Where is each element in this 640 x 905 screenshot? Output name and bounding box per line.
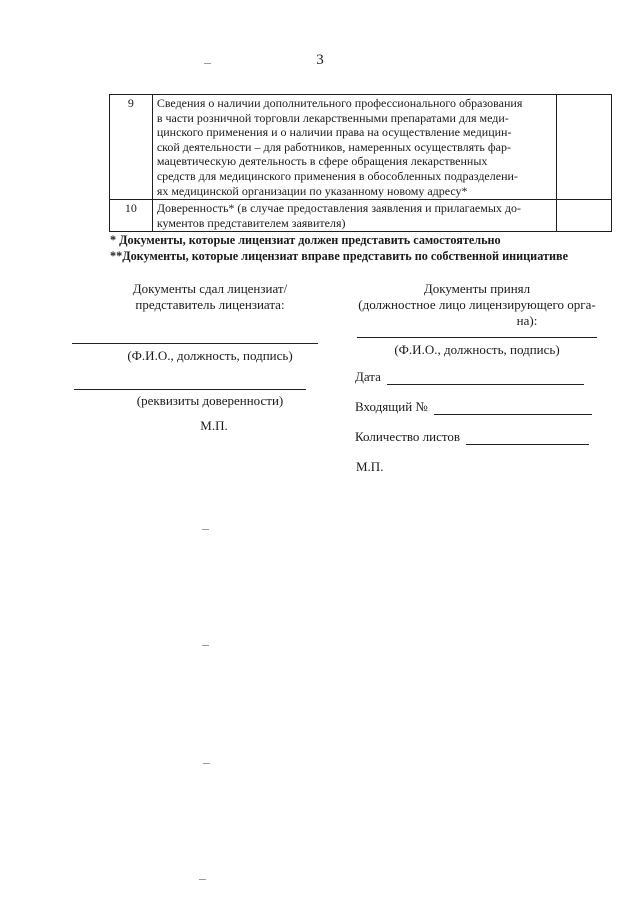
description-line: мацевтическую деятельность в сфере обращения лекарственных — [156, 154, 488, 169]
footnote-optional: **Документы, которые лицензиат вправе представить по собственной инициативе — [110, 248, 568, 263]
submitter-signature-caption: (Ф.И.О., должность, подпись) — [127, 348, 293, 363]
scan-speck — [202, 529, 209, 530]
incoming-number-label: Входящий № — [355, 399, 428, 414]
footnotes — [110, 233, 610, 264]
description-line: в части розничной торговли лекарственными препаратами для меди- — [156, 110, 509, 125]
incoming-number-input-line[interactable] — [434, 402, 592, 415]
sheet-count-field — [355, 429, 589, 445]
row-number: 9 — [110, 95, 153, 200]
description-line: кументов представителем заявителя) — [156, 215, 346, 230]
table-row — [110, 200, 612, 232]
scan-speck — [202, 645, 209, 646]
receiver-signature-line[interactable] — [357, 337, 597, 338]
scan-speck — [204, 63, 211, 64]
sheet-count-input-line[interactable] — [466, 432, 589, 445]
date-label: Дата — [355, 369, 381, 384]
description-line: ской деятельности – для работников, намеренных осуществлять фар- — [156, 139, 511, 154]
submitter-stamp: М.П. — [200, 418, 228, 433]
sheet-count-label: Количество листов — [355, 429, 461, 444]
description-line: Сведения о наличии дополнительного профессионального образования — [156, 96, 523, 110]
row-mark-cell[interactable] — [557, 95, 612, 200]
receiver-heading-line2: (должностное лицо лицензирующего орга- — [358, 297, 596, 312]
receiver-block — [352, 281, 602, 358]
submitter-block — [62, 281, 358, 434]
footnote-mandatory: * Документы, которые лицензиат должен представить самостоятельно — [110, 233, 501, 247]
description-line: Доверенность* (в случае предоставления заявления и прилагаемых до- — [156, 201, 522, 216]
power-of-attorney-line[interactable] — [74, 389, 306, 390]
table-row — [110, 95, 612, 200]
receiver-heading: Документы принял — [423, 281, 531, 296]
receiver-signature-caption: (Ф.И.О., должность, подпись) — [394, 342, 560, 357]
description-line: цинского применения и о наличии права на осуществление медицин- — [156, 125, 512, 140]
submitter-heading-line2: представитель лицензиата: — [135, 297, 285, 312]
submitter-signature-line[interactable] — [72, 343, 318, 344]
scan-speck — [199, 879, 206, 880]
scan-speck — [203, 763, 210, 764]
page-number: 3 — [316, 52, 324, 68]
description-line: ях медицинской организации по указанному новому адресу* — [156, 183, 468, 198]
receiver-heading-line3: на): — [516, 313, 538, 328]
row-mark-cell[interactable] — [557, 200, 612, 232]
row-description — [152, 95, 557, 200]
documents-table — [109, 94, 612, 232]
power-of-attorney-caption: (реквизиты доверенности) — [136, 393, 284, 408]
incoming-number-field — [355, 399, 592, 415]
submitter-heading: Документы сдал лицензиат/ — [132, 281, 288, 296]
receiver-stamp: М.П. — [356, 459, 384, 474]
row-number: 10 — [110, 200, 153, 232]
date-input-line[interactable] — [387, 372, 584, 385]
date-field — [355, 369, 584, 385]
row-description — [152, 200, 557, 232]
description-line: средств для медицинского применения в обособленных подразделени- — [156, 168, 518, 183]
